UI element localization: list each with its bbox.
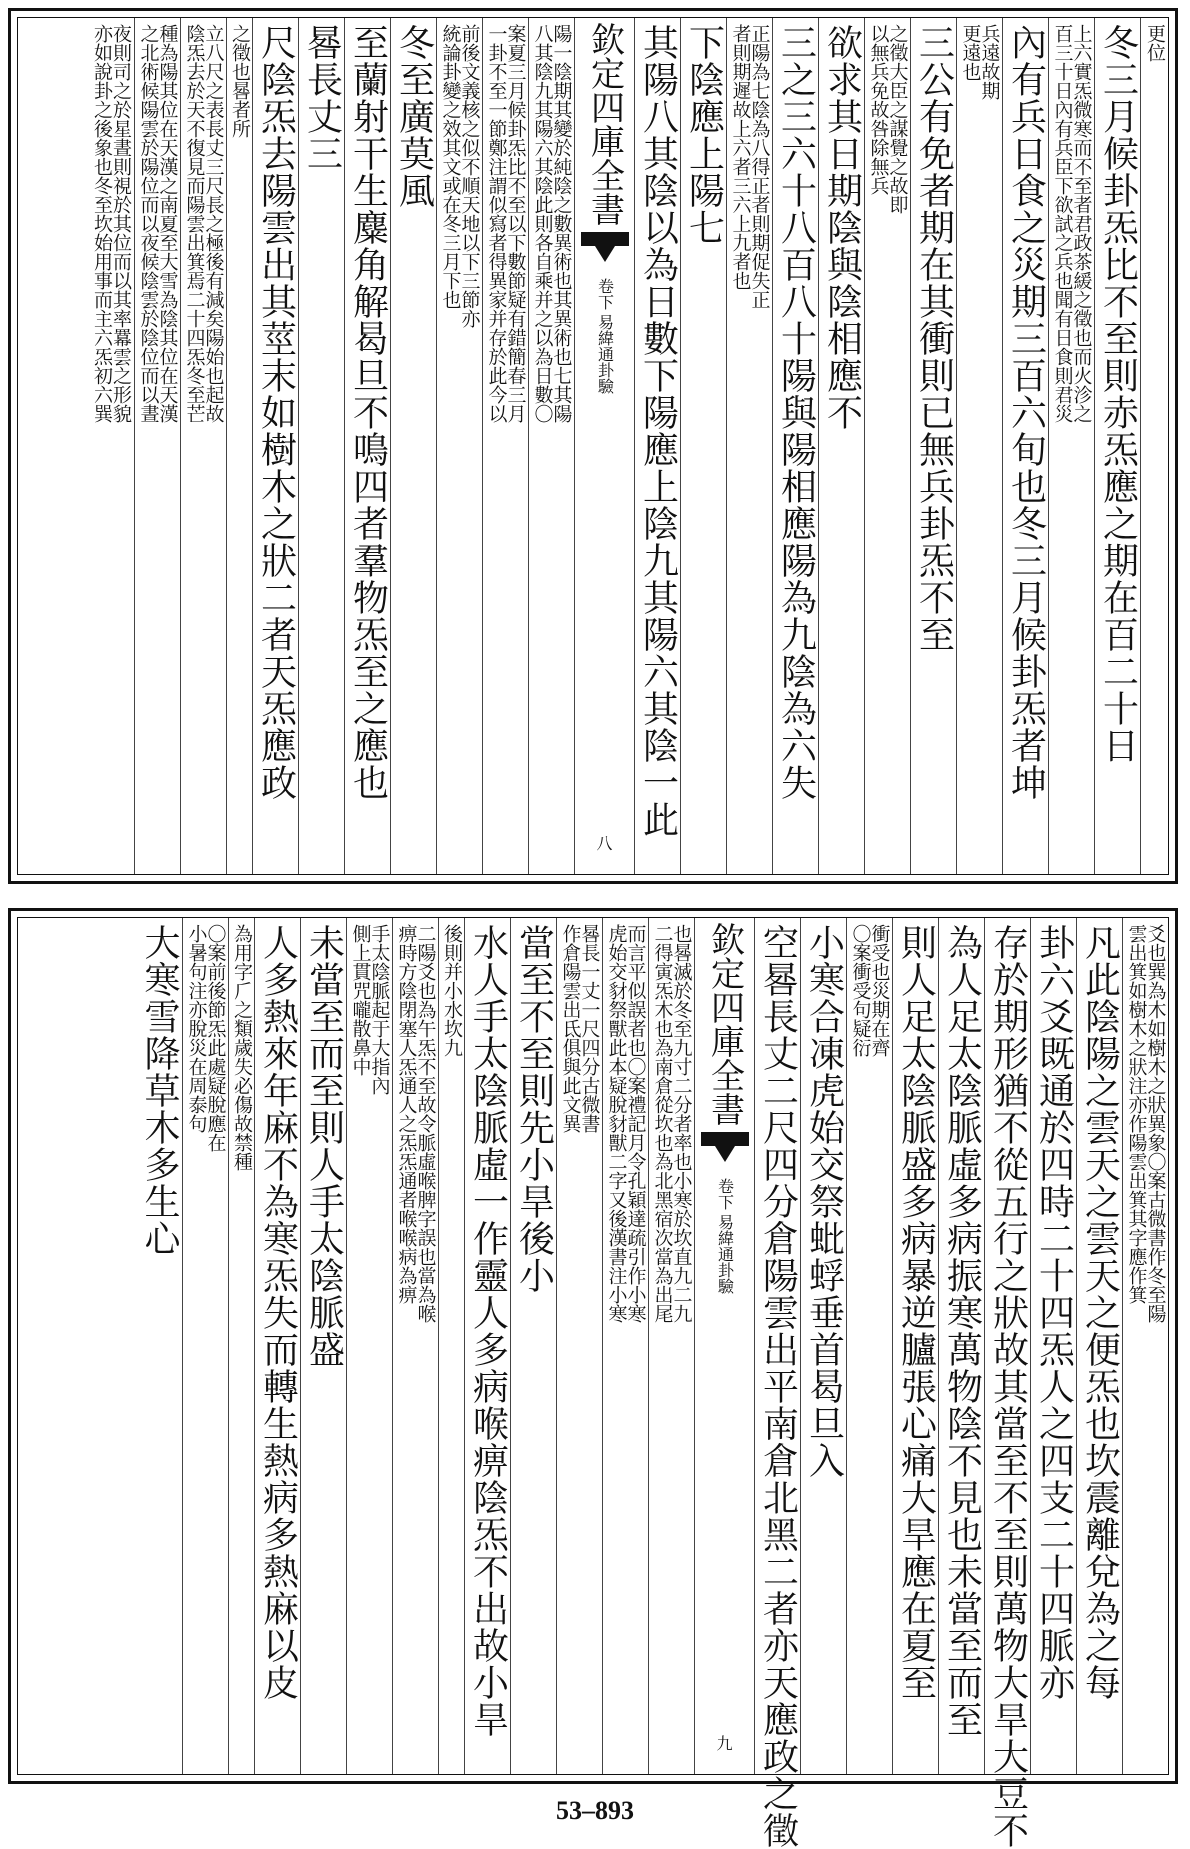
banner-subtitle [717,1178,733,1294]
main-text: 三之三六十八百八十陽與陽相應陽為九陰為六失 [775,24,817,801]
main-text: 為人足太陰脈虛多病振寒萬物陰不見也未當至而至 [941,924,983,1738]
main-text: 人多熱來年麻不為寒炁失而轉生熱病多熱麻以皮 [257,924,299,1701]
text-column [634,18,680,874]
commentary-text: 百三十日內有兵臣下欲試之兵也聞有日食則君災 [1051,24,1074,423]
text-column [864,18,910,874]
text-column [818,18,864,874]
text-column [556,918,602,1774]
text-column [390,18,436,874]
text-column [984,918,1030,1849]
commentary-text: 八其陰九其陽六其陰此則各自乘并之以為日數〇 [531,24,554,423]
text-column [846,918,892,1774]
main-text: 欲求其日期陰與陰相應不 [821,24,863,431]
main-text: 其陽八其陰以為日數下陽應上陰九其陽六其陰一此 [637,24,679,838]
text-column [298,18,344,874]
commentary-text: 後則并小水坎九 [441,924,463,1057]
commentary-text: 側上貫咒嚨散鼻中 [349,924,372,1076]
main-text: 卦六爻既通於四時二十四炁人之四支二十四脈亦 [1033,924,1075,1701]
text-column [464,918,510,1774]
text-column [956,18,1002,874]
text-column [438,918,464,1774]
center-fold-banner [694,918,754,1774]
text-column [1002,18,1048,874]
text-column [180,18,226,874]
commentary-text: 立八尺之表長丈三尺長之極後有減矣陽始也起故 [202,24,225,423]
main-text: 未當至而至則人手太陰脈盛 [303,924,345,1368]
text-column [344,18,390,874]
commentary-text: 兵遠故期 [978,24,1001,100]
text-column [1094,18,1140,874]
text-column [648,918,694,1774]
commentary-text: 二得寅炁木也為南倉從坎也為北黑宿次當為出尾 [651,924,674,1323]
commentary-text: 統論卦變之效其文或在冬三月下也 [439,24,462,309]
commentary-text: 一卦不至一節鄭注謂似寫者得異家并存於此今以 [485,24,508,423]
fish-tail-mark-icon [701,1132,749,1172]
text-column [726,18,772,874]
commentary-text: 夜則司之於星晝則視於其位而以其率羃雲之形貌 [110,24,132,423]
fish-tail-mark-icon [581,232,629,272]
text-column [392,918,438,1774]
volume-label: 卷下 [595,278,615,310]
commentary-text: 衝受也災期在齊 [868,924,891,1057]
center-fold-banner [574,18,634,874]
text-column [136,918,182,1774]
text-column [1048,18,1094,874]
commentary-text: 種為陽其位在天漢之南夏至大雪為陰其位在天漢 [156,24,179,423]
page-number-footer: 53–893 [556,1796,634,1825]
text-column [510,918,556,1774]
text-column [88,18,134,874]
commentary-text: 更位 [1144,24,1166,62]
text-column [1122,918,1168,1774]
main-text: 晷長丈三 [301,24,343,172]
text-column [436,18,482,874]
commentary-text: 爻也巽為木如樹木之狀異象〇案古微書作冬至陽 [1144,924,1167,1323]
text-column [602,918,648,1774]
main-text: 下陰應上陽七 [683,24,725,246]
main-text: 存於期形猶不從五行之狀故其當至不至則萬物大旱大豆不 [987,924,1029,1849]
commentary-text: 二陽爻也為午炁不至故令脈虛喉脾字誤也當為喉 [414,924,437,1323]
commentary-text: 也晷滅於冬至九寸二分者率也小寒於坎直九二九 [670,924,693,1323]
banner-title: 欽定四庫全書 [704,922,745,1126]
leaf-number: 九 [716,1734,733,1753]
text-column [482,18,528,874]
top-page-columns [17,17,1169,875]
commentary-text: 陰炁去於天不復見而陽雲出箕焉二十四炁冬至芒 [183,24,206,423]
commentary-text: 手太陰脈起于大指內 [368,924,391,1095]
commentary-text: 陽一陰期其變於純陰之數異術也其異術也七其陽 [550,24,573,423]
commentary-text: 亦如說卦之後象也冬至坎始用事而主六炁初六巽 [91,24,113,423]
commentary-text: 為用字𠂆之類歲失必傷故禁種 [231,924,253,1171]
text-column [680,18,726,874]
text-column [772,18,818,874]
text-column [182,918,228,1774]
commentary-text: 案夏三月候卦炁比不至以下數節疑有錯簡春三月 [504,24,527,423]
text-column [254,918,300,1774]
text-column [910,18,956,874]
text-column [1140,18,1168,874]
text-column [528,18,574,874]
main-text: 三公有免者期在其衝則已無兵卦炁不至 [913,24,955,653]
commentary-text: 〇案前後節炁此處疑脫應在 [204,924,227,1152]
main-text: 凡此陰陽之雲天之雲天之便炁也坎震離兌為之每 [1079,924,1121,1701]
volume-label: 卷下 [715,1178,735,1210]
commentary-text: 作倉陽雲出氐俱與此文異 [559,924,582,1133]
main-text: 冬三月候卦炁比不至則赤炁應之期在百二十日 [1097,24,1139,764]
text-column [800,918,846,1774]
commentary-text: 〇案衝受句疑衍 [849,924,872,1057]
text-column [134,18,180,874]
commentary-text: 前後文義核之似不順天地以下三節亦 [458,24,481,328]
commentary-text: 者則期遲故上六者三六上九者也 [729,24,752,290]
banner-title: 欽定四庫全書 [584,22,625,226]
commentary-text: 更遠也 [959,24,982,81]
text-column [1076,918,1122,1774]
text-column [1030,918,1076,1774]
text-column [228,918,254,1774]
text-column [346,918,392,1774]
commentary-text: 虎始交豺祭獸此本疑脫豺獸二字又後漢書注小寒 [605,924,628,1323]
text-column [892,918,938,1774]
leaf-number: 八 [596,834,613,853]
main-text: 空晷長丈二尺四分倉陽雲出平南倉北黑二者亦天應政之徵 [757,924,799,1849]
banner-subtitle [597,278,613,394]
commentary-text: 晷長一丈一尺四分古微書 [578,924,601,1133]
top-page [8,8,1178,884]
main-text: 小寒合凍虎始交祭蚍蜉垂首曷旦入 [803,924,845,1479]
main-text: 當至不至則先小旱後小 [513,924,555,1294]
commentary-text: 正陽為七陰為八得正者則期促失正 [748,24,771,309]
text-column [300,918,346,1774]
main-text: 大寒雪降草木多生心 [139,924,180,1257]
main-text: 則人足太陰脈盛多病暴逆臚張心痛大旱應在夏至 [895,924,937,1701]
book-title: 易緯通卦驗 [715,1214,735,1294]
main-text: 尺陰炁去陽雲出其莖末如樹木之狀二者天炁應政 [255,24,297,801]
text-column [252,18,298,874]
commentary-text: 雲出箕如樹木之狀注亦作陽雲出箕其字應作箕 [1125,924,1148,1304]
commentary-text: 而言平似誤者也〇案禮記月令孔穎達疏引作小寒 [624,924,647,1323]
commentary-text: 小暑句注亦脫災在周泰句 [185,924,208,1133]
main-text: 水人手太陰脈虛一作靈人多病喉痹陰炁不出故小旱 [467,924,509,1738]
main-text: 冬至廣莫風 [393,24,435,209]
commentary-text: 之徵也晷者所 [229,24,251,138]
book-title: 易緯通卦驗 [595,314,615,394]
text-column [938,918,984,1774]
text-column [754,918,800,1849]
commentary-text: 之北術候陽雲於陽位而以夜候陰雲於陰位而以晝 [137,24,160,423]
commentary-text: 以無兵免故咎除無兵 [867,24,890,195]
commentary-text: 痹時方陰閉塞人炁通人之炁炁通者喉喉病為痹 [395,924,418,1304]
commentary-text: 上六實炁微寒而不至者君政茶緩之徵也而火沴之 [1070,24,1093,423]
text-column [226,18,252,874]
main-text: 內有兵日食之災期三百六旬也冬三月候卦炁者坤 [1005,24,1047,801]
main-text: 至蘭射干生麋角解曷旦不鳴四者羣物炁至之應也 [347,24,389,801]
commentary-text: 之徵大臣之謀覺之故即 [886,24,909,214]
